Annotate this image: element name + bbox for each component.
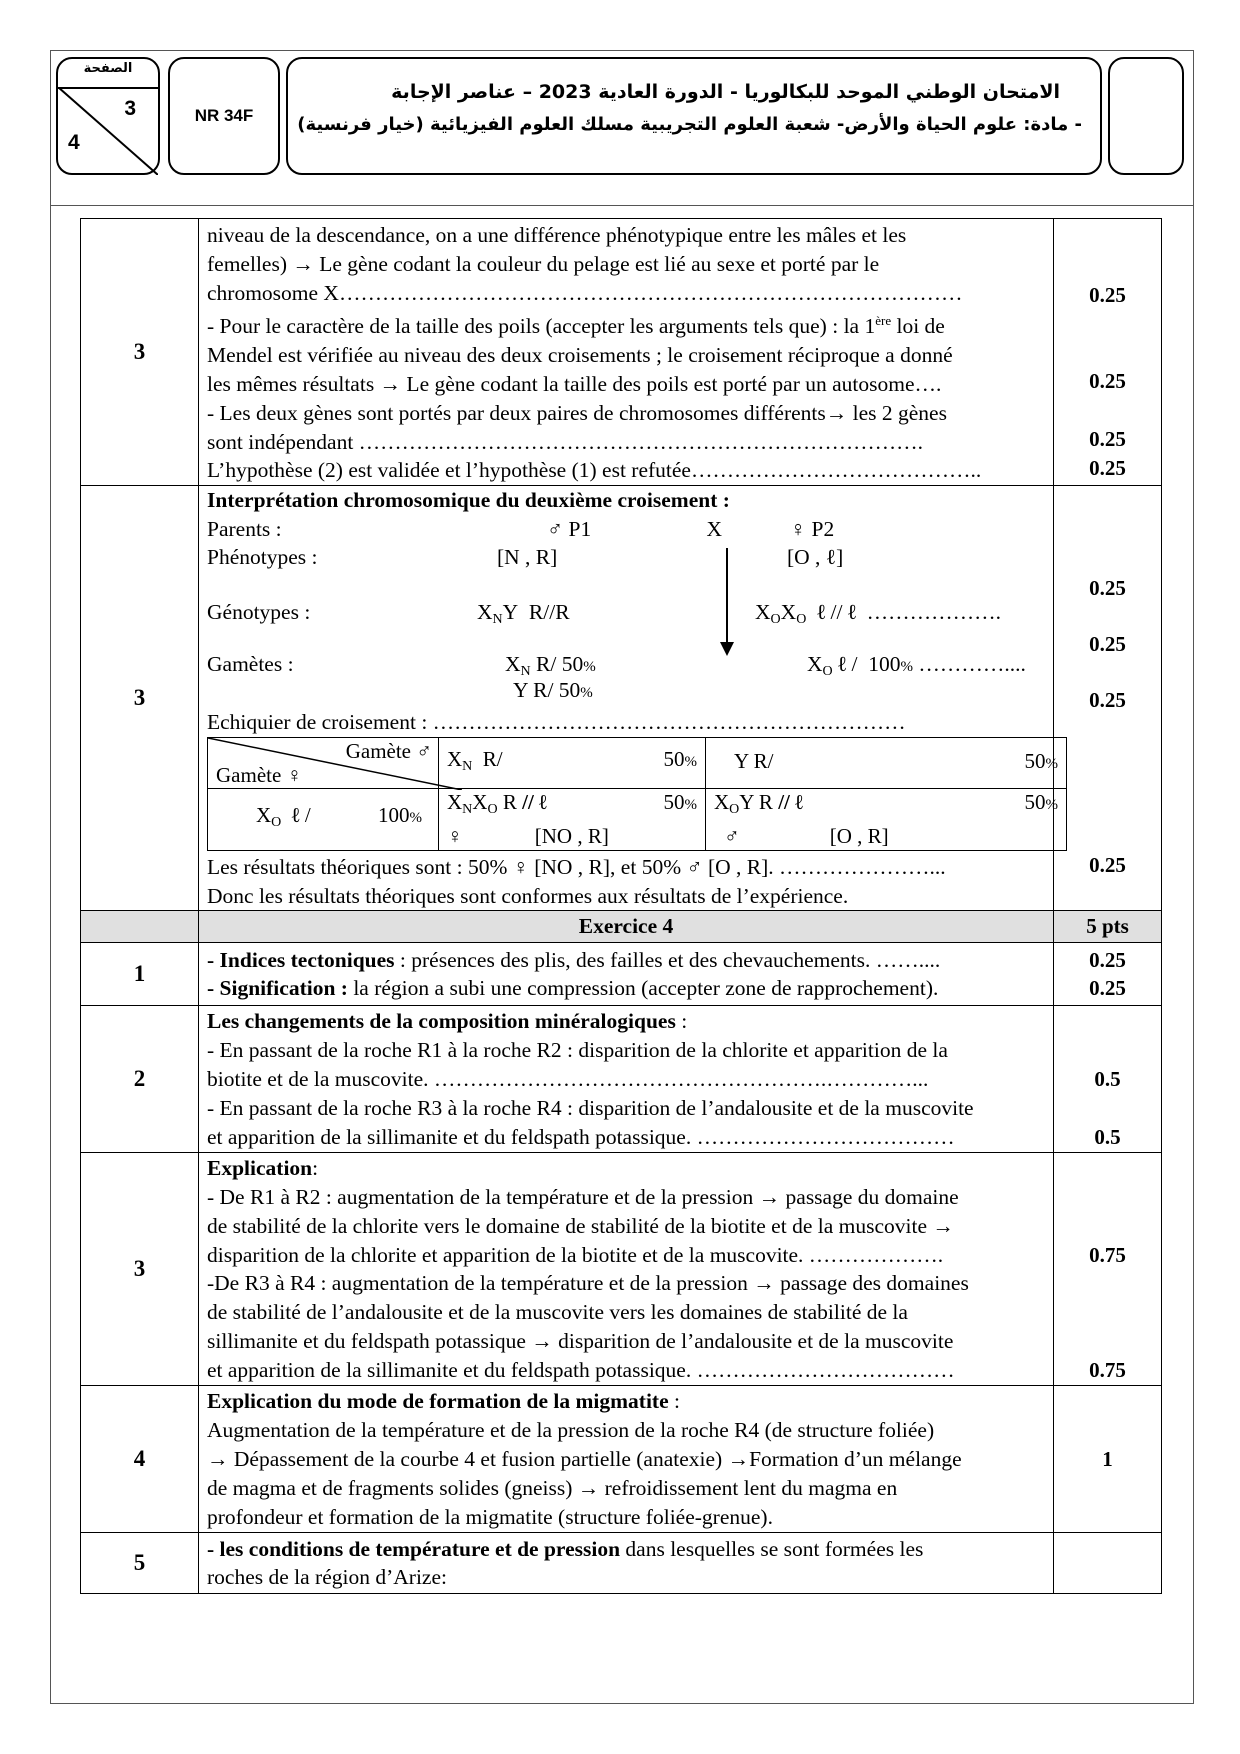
table-row [81, 1153, 1162, 1386]
female-gamete-1: $X_O$ ℓ / 100% [208, 788, 439, 850]
parents-label: Parents : [207, 516, 282, 541]
points [1054, 1183, 1161, 1212]
gamete-p2: $X_O$ ℓ / 100% ………….... [807, 651, 1026, 679]
points [1054, 1298, 1161, 1327]
page-total: 4 [68, 131, 80, 154]
gametes-label: Gamètes : [207, 651, 294, 676]
colon: : [312, 1156, 319, 1181]
points: 0.5 [1094, 1066, 1121, 1091]
text-line: -De R3 à R4 : augmentation de la température et de la pression → passage des domaines [207, 1271, 969, 1296]
points: 0.25 [1089, 947, 1126, 972]
points [1054, 339, 1161, 368]
question-number: 3 [81, 219, 199, 486]
exam-code: NR 34F [194, 106, 254, 125]
colon: : [668, 1389, 680, 1414]
male-gamete-header: Gamète ♂ [345, 738, 432, 763]
genotype-p1: $X_NY$ R//R [477, 599, 570, 627]
offspring-male: $X_OY$ R // ℓ 50% ♂ [O , R] [706, 788, 1067, 850]
points [1054, 1269, 1161, 1298]
text-line: disparition de la chlorite et apparition de la biotite et de la muscovite. ………………. [207, 1242, 944, 1267]
points-cell [1054, 943, 1162, 1006]
text-line: sont indépendant ……………………………………………………………………. [207, 429, 924, 454]
question-number: 1 [81, 943, 199, 1006]
cross-symbol: X [706, 516, 722, 541]
answer-cell [199, 1533, 1054, 1594]
text-line: les mêmes résultats → Le gène codant la taille des poils est porté par un autosome…. [207, 371, 942, 396]
female-gamete-header: Gamète ♀ [216, 762, 303, 787]
bold-label: - les conditions de température et de pression [207, 1536, 621, 1561]
points [1054, 1094, 1161, 1123]
male-gamete-1: $X_N$ R/ 50% [439, 737, 706, 788]
text-line: → Dépassement de la courbe 4 et fusion partielle (anatexie) →Formation d’un mélange [207, 1446, 962, 1471]
points: 0.25 [1089, 976, 1126, 1001]
bold-label: - Indices tectoniques [207, 947, 395, 972]
points [1054, 1036, 1161, 1065]
gametes-row [207, 650, 1045, 679]
genotype-p2: $X_OX_O$ ℓ // ℓ ………………. [755, 599, 1002, 627]
text: : présences des plis, des failles et des chevauchements. …….... [394, 947, 941, 972]
text-line: Augmentation de la température et de la pression de la roche R4 (de structure foliée) [207, 1418, 935, 1443]
answer-cell [199, 1386, 1054, 1533]
points [1054, 1212, 1161, 1241]
points [1054, 310, 1161, 339]
question-number: 5 [81, 1533, 199, 1594]
exam-code-box [168, 57, 280, 175]
bold-label: - Signification : [207, 976, 348, 1001]
exercise-header-row [81, 911, 1162, 943]
section-title: Explication du mode de formation de la migmatite [207, 1389, 669, 1414]
male-symbol: ♂ [724, 823, 740, 848]
phenotypes-label: Phénotypes : [207, 544, 318, 569]
male-gamete-2: Y R/ 50% [706, 737, 1067, 788]
points: 0.25 [1089, 853, 1126, 878]
parent-male: ♂ P1 [547, 516, 592, 541]
text-line: biotite et de la muscovite. ……………………………………………….…………... [207, 1066, 929, 1091]
grade-box [1108, 57, 1184, 175]
conclusion: Donc les résultats théoriques sont conformes aux résultats de l’expérience. [207, 883, 849, 908]
text: la région a subi une compression (accepter zone de rapprochement). [347, 976, 939, 1001]
question-number: 3 [81, 1153, 199, 1386]
answer-cell [199, 943, 1054, 1006]
text-line: sillimanite et du feldspath potassique → disparition de l’andalousite et de la muscovite [207, 1328, 954, 1353]
points: 0.25 [1089, 632, 1126, 657]
question-number: 3 [81, 486, 199, 911]
text-line: de stabilité de l’andalousite et de la muscovite vers les domaines de stabilité de la [207, 1300, 908, 1325]
question-number: 2 [81, 1006, 199, 1153]
points [1054, 224, 1161, 253]
gametes-row-2 [207, 676, 1045, 704]
text-line: et apparition de la sillimanite et du feldspath potassique. ……………………………… [207, 1357, 955, 1382]
text-line: de magma et de fragments solides (gneiss) → refroidissement lent du magma en [207, 1475, 898, 1500]
cross-cell [487, 515, 752, 544]
parents-row [207, 515, 1045, 543]
page-number-box [56, 57, 160, 175]
text-line: de stabilité de la chlorite vers le domaine de stabilité de la biotite et de la muscovite → [207, 1213, 954, 1238]
theoretical-results: Les résultats théoriques sont : 50% ♀ [NO , R], et 50% ♂ [O , R]. …………………... [207, 854, 946, 879]
genotypes-label: Génotypes : [207, 599, 311, 624]
answer-cell [199, 219, 1054, 486]
question-number: 4 [81, 1386, 199, 1533]
text-line: - Pour le caractère de la taille des poils (accepter les arguments tels que) : la 1ère loi de [207, 313, 945, 339]
text-line: - De R1 à R2 : augmentation de la température et de la pression → passage du domaine [207, 1184, 959, 1209]
exercise-title: Exercice 4 [199, 911, 1054, 943]
text-line: roches de la région d’Arize: [207, 1565, 447, 1590]
female-symbol: ♀ [447, 823, 463, 848]
genotypes-row [207, 598, 1045, 626]
header-divider [50, 205, 1194, 206]
text-line: profondeur et formation de la migmatite (structure foliée-grenue). [207, 1504, 773, 1529]
offspring-female: $X_NX_O$ R // ℓ 50% ♀ [NO , R] [439, 788, 706, 850]
points-cell [1054, 219, 1162, 486]
table-row [81, 486, 1162, 911]
text-line: - En passant de la roche R1 à la roche R2 : disparition de la chlorite et apparition de la [207, 1038, 948, 1063]
title-line-1: الامتحان الوطني الموحد للبكالوريا - الدورة العادية 2023 – عناصر الإجابة [391, 81, 1060, 103]
text-line: femelles) → Le gène codant la couleur du pelage est lié au sexe et porté par le [207, 251, 880, 276]
points: 0.25 [1089, 283, 1126, 308]
gamete-p1-b: Y R/ 50% [513, 677, 593, 702]
gamete-p1-a: $X_N$ R/ 50% [505, 651, 596, 679]
text-line: et apparition de la sillimanite et du feldspath potassique. ……………………………… [207, 1124, 955, 1149]
answer-cell [199, 486, 1058, 911]
points-cell [1054, 1153, 1162, 1386]
points: 0.25 [1089, 576, 1126, 601]
text-line: L’hypothèse (2) est validée et l’hypothèse (1) est refutée………………………………….. [207, 458, 982, 483]
punnett-square [207, 737, 1067, 851]
points: 0.75 [1089, 1242, 1126, 1267]
table-row [81, 1386, 1162, 1533]
points [1054, 396, 1161, 425]
table-row [81, 1533, 1162, 1594]
points: 0.25 [1089, 688, 1126, 713]
offspring-female-phenotype: [NO , R] [534, 823, 609, 848]
points-cell [1054, 486, 1162, 911]
title-box [286, 57, 1102, 175]
points: 0.25 [1089, 427, 1126, 452]
points: 0.5 [1094, 1124, 1121, 1149]
points [1054, 252, 1161, 281]
text-line: - En passant de la roche R3 à la roche R4 : disparition de l’andalousite et de la muscovite [207, 1095, 974, 1120]
corner-cell [208, 737, 439, 788]
text-line: chromosome X…………………………………………………………………………… [207, 280, 963, 305]
section-title: Explication [207, 1156, 313, 1181]
points-cell: 1 [1054, 1386, 1162, 1533]
answer-table [80, 218, 1162, 1594]
section-title: Interprétation chromosomique du deuxième croisement : [207, 488, 730, 513]
points: 0.25 [1089, 369, 1126, 394]
table-row [81, 219, 1162, 486]
points: 0.25 [1089, 455, 1126, 480]
title-line-2: - مادة: علوم الحياة والأرض- شعبة العلوم التجريبية مسلك العلوم الفيزيائية (خيار فرنسية) [297, 114, 1082, 135]
phenotypes-row [207, 543, 1045, 573]
points-cell [1054, 1533, 1162, 1594]
offspring-male-phenotype: [O , R] [829, 823, 889, 848]
text-line: Mendel est vérifiée au niveau des deux croisements ; le croisement réciproque a donné [207, 343, 953, 368]
page-current: 3 [124, 97, 136, 120]
text: dans lesquelles se sont formées les [620, 1536, 924, 1561]
points: 0.75 [1089, 1357, 1126, 1382]
table-row [81, 1006, 1162, 1153]
exercise-points: 5 pts [1054, 911, 1162, 943]
colon: : [675, 1009, 688, 1034]
answer-cell [199, 1006, 1054, 1153]
table-row [81, 943, 1162, 1006]
echiquier-title: Echiquier de croisement : ………………………………………………………… [207, 709, 906, 734]
text-line: niveau de la descendance, on a une différence phénotypique entre les mâles et les [207, 223, 907, 247]
answer-cell [199, 1153, 1054, 1386]
section-title: Les changements de la composition minéralogiques [207, 1009, 676, 1034]
phenotype-p1: [N , R] [497, 544, 558, 569]
page-label: الصفحة [83, 61, 133, 76]
phenotype-p2: [O , ℓ] [787, 544, 844, 569]
points-cell [1054, 1006, 1162, 1153]
points [1054, 1327, 1161, 1356]
text-line: - Les deux gènes sont portés par deux paires de chromosomes différents→ les 2 gènes [207, 400, 947, 425]
parent-female: ♀ P2 [790, 516, 835, 541]
empty-cell [81, 911, 199, 943]
